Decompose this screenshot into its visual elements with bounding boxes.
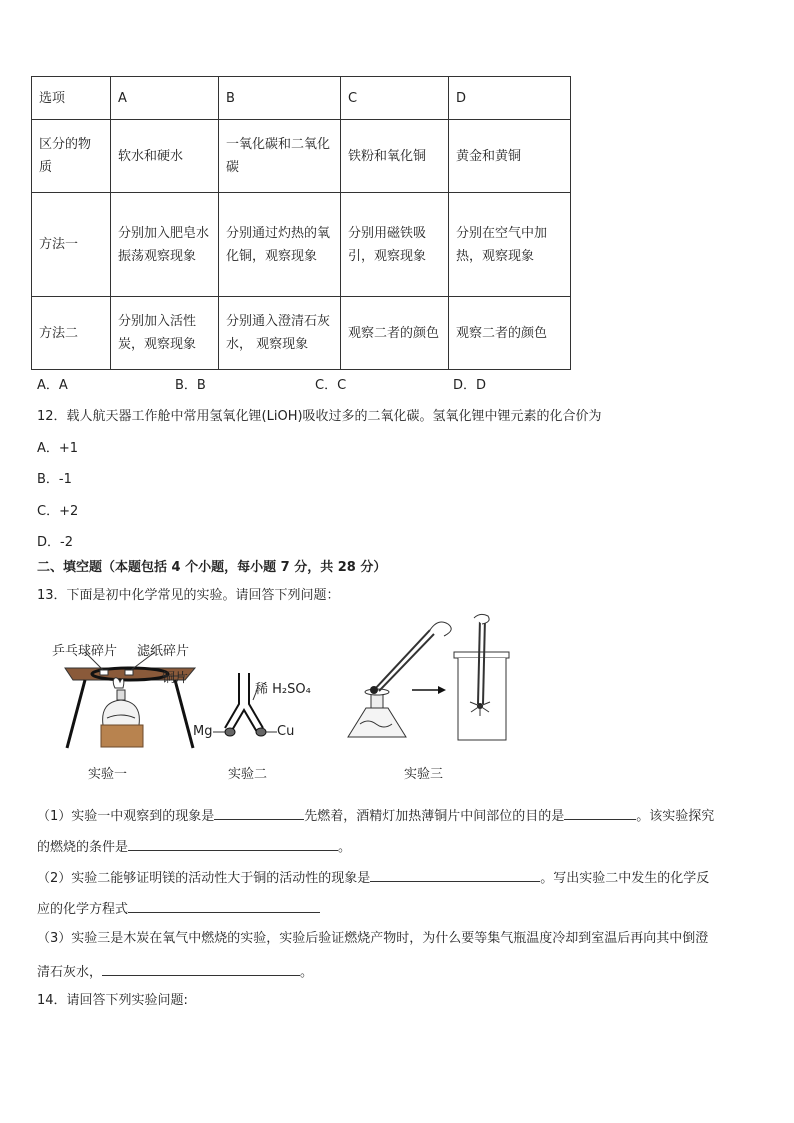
answer-blank-5[interactable] [128, 898, 320, 913]
question-13-stem: 13．下面是初中化学常见的实验。请回答下列问题： [37, 588, 340, 603]
table-cell: 分别加入活性炭，观察现象 [111, 297, 219, 370]
caption-experiment-1: 实验一 [88, 767, 128, 782]
q12-choice-c[interactable]: C．+2 [37, 504, 79, 519]
table-cell: 铁粉和氧化铜 [341, 120, 449, 193]
label-cu: Cu [277, 724, 295, 739]
table-cell: 软水和硬水 [111, 120, 219, 193]
choice-b[interactable]: B．B [175, 378, 206, 393]
table-cell: 分别加入肥皂水振荡观察现象 [111, 193, 219, 297]
section-heading: 二、填空题（本题包括 4 个小题，每小题 7 分，共 28 分） [37, 560, 387, 575]
table-cell: 分别在空气中加热，观察现象 [449, 193, 571, 297]
table-cell: 观察二者的颜色 [449, 297, 571, 370]
table-cell: 一氧化碳和二氧化碳 [219, 120, 341, 193]
answer-blank-1[interactable] [214, 805, 304, 820]
table-header-cell: A [111, 77, 219, 120]
table-row [32, 120, 571, 193]
q13-p2-text-c: 应的化学方程式 [37, 902, 129, 917]
table-header-cell: D [449, 77, 571, 120]
q12-choice-d[interactable]: D．-2 [37, 535, 73, 550]
label-pingpong: 乒乓球碎片 [52, 644, 118, 659]
options-table [31, 76, 571, 370]
choice-d[interactable]: D．D [453, 378, 487, 393]
table-row-label: 方法一 [32, 193, 111, 297]
q13-p1-text-d: 的燃烧的条件是 [37, 840, 129, 855]
table-header-cell: B [219, 77, 341, 120]
table-header-cell: C [341, 77, 449, 120]
choice-c[interactable]: C．C [315, 378, 347, 393]
table-cell: 观察二者的颜色 [341, 297, 449, 370]
q13-p2-text-a: （2）实验二能够证明镁的活动性大于铜的活动性的现象是 [37, 871, 371, 886]
experiment-3-figure [330, 612, 520, 747]
q13-p3-text-b: 清石灰水， [37, 965, 103, 980]
label-filter-paper: 滤纸碎片 [137, 644, 190, 659]
table-row [32, 297, 571, 370]
caption-experiment-3: 实验三 [404, 767, 444, 782]
caption-experiment-2: 实验二 [228, 767, 268, 782]
q13-p1-text-a: （1）实验一中观察到的现象是 [37, 809, 215, 824]
q13-part2-line1 [37, 867, 709, 888]
answer-blank-4[interactable] [370, 867, 540, 882]
q12-choice-b[interactable]: B．-1 [37, 472, 72, 487]
table-cell: 分别用磁铁吸引，观察现象 [341, 193, 449, 297]
q13-p1-text-b: 先燃着，酒精灯加热薄铜片中间部位的目的是 [304, 809, 565, 824]
table-cell: 黄金和黄铜 [449, 120, 571, 193]
q13-p1-text-e: 。 [338, 840, 352, 855]
table-row-label: 方法二 [32, 297, 111, 370]
label-dilute-acid: 稀 H₂SO₄ [255, 682, 311, 697]
q12-choice-a[interactable]: A．+1 [37, 441, 79, 456]
table-cell: 分别通过灼热的氧化铜，观察现象 [219, 193, 341, 297]
table-cell: 分别通入澄清石灰水， 观察现象 [219, 297, 341, 370]
q13-part1-line1 [37, 805, 714, 826]
table-header-cell: 选项 [32, 77, 111, 120]
q13-part3-line1: （3）实验三是木炭在氧气中燃烧的实验，实验后验证燃烧产物时，为什么要等集气瓶温度冷却到室温后再向其中倒澄 [37, 931, 709, 946]
label-mg: Mg [193, 724, 213, 739]
answer-blank-2[interactable] [564, 805, 636, 820]
q13-p3-text-c: 。 [300, 965, 314, 980]
question-12-stem: 12．载人航天器工作舱中常用氢氧化锂(LiOH)吸收过多的二氧化碳。氢氧化锂中锂元素的化合价为 [37, 409, 602, 424]
answer-blank-3[interactable] [128, 836, 338, 851]
table-row-label: 区分的物质 [32, 120, 111, 193]
question-14-stem: 14．请回答下列实验问题: [37, 993, 188, 1008]
answer-blank-6[interactable] [102, 961, 300, 976]
q13-p2-text-b: 。写出实验二中发生的化学反 [540, 871, 710, 886]
q13-part2-line2 [37, 898, 320, 919]
q13-p1-text-c: 。该实验探究 [636, 809, 715, 824]
table-row [32, 193, 571, 297]
q13-part1-line2 [37, 836, 351, 857]
q13-part3-line2 [37, 961, 313, 982]
table-header-row [32, 77, 571, 120]
choice-a[interactable]: A．A [37, 378, 68, 393]
label-copper-sheet: 铜片 [162, 671, 189, 686]
